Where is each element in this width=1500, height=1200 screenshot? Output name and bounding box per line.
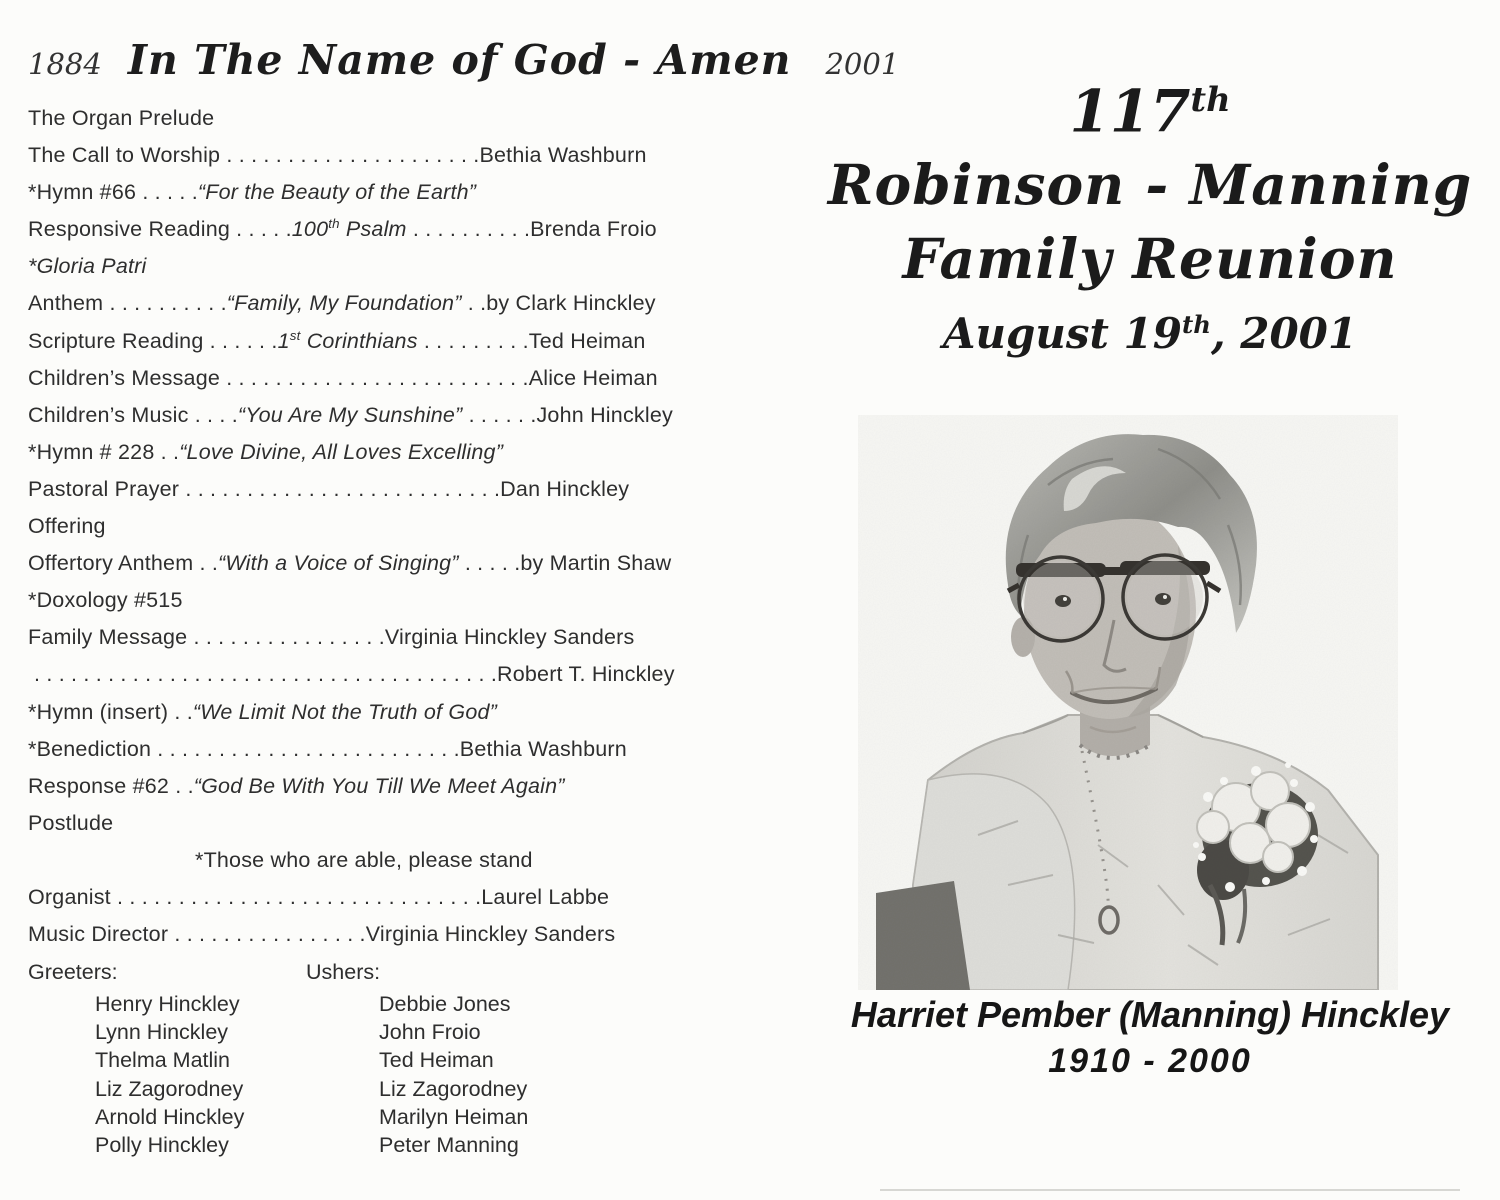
- cover-page: [790, 0, 1500, 1200]
- person-name: Liz Zagorodney: [379, 1076, 528, 1101]
- program-line: *Benediction . . . . . . . . . . . . . . . . . . . . . . . . .Bethia Washburn: [28, 736, 627, 761]
- person-name: Polly Hinckley: [95, 1133, 229, 1158]
- program-line: Scripture Reading . . . . . .1st Corinthians . . . . . . . . .Ted Heiman: [28, 327, 646, 353]
- program-line: Family Message . . . . . . . . . . . . . . . .Virginia Hinckley Sanders: [28, 625, 635, 650]
- program-line: Children’s Music . . . .“You Are My Sunshine” . . . . . .John Hinckley: [28, 402, 673, 427]
- reunion-label: Family Reunion: [902, 226, 1398, 292]
- portrait-photo: [858, 415, 1398, 990]
- person-name: Thelma Matlin: [95, 1048, 231, 1073]
- ushers-label: Ushers:: [306, 960, 381, 984]
- person-name: John Froio: [379, 1020, 481, 1045]
- program-line: Anthem . . . . . . . . . .“Family, My Foundation” . .by Clark Hinckley: [28, 291, 656, 316]
- program-line: *Doxology #515: [28, 588, 183, 613]
- ushers-name-list: [306, 990, 528, 1159]
- person-name: Peter Manning: [379, 1133, 519, 1158]
- program-line: Organist . . . . . . . . . . . . . . . . . . . . . . . . . . . . . .Laurel Labbe: [28, 884, 610, 909]
- program-list: [28, 106, 738, 959]
- family-names: Robinson - Manning: [827, 152, 1473, 218]
- program-line: Children’s Message . . . . . . . . . . . . . . . . . . . . . . . . .Alice Heiman: [28, 365, 658, 390]
- reunion-date: August 19th, 2001: [942, 309, 1358, 359]
- program-line: *Hymn (insert) . .“We Limit Not the Truth of God”: [28, 699, 497, 724]
- program-line: Response #62 . .“God Be With You Till We Meet Again”: [28, 773, 565, 798]
- program-line: Postlude: [28, 810, 114, 835]
- person-name: Arnold Hinckley: [95, 1104, 245, 1129]
- program-line: Music Director . . . . . . . . . . . . . . . .Virginia Hinckley Sanders: [28, 922, 616, 947]
- program-line: Offering: [28, 514, 106, 539]
- person-name: Liz Zagorodney: [95, 1076, 244, 1101]
- program-line: *Gloria Patri: [28, 254, 147, 279]
- greeters-column: [28, 960, 306, 1159]
- program-line: Offertory Anthem . .“With a Voice of Singing” . . . . .by Martin Shaw: [28, 551, 672, 576]
- program-line: *Those who are able, please stand: [195, 847, 533, 872]
- program-line: . . . . . . . . . . . . . . . . . . . . . . . . . . . . . . . . . . . . . .Robert T. Hinckley: [34, 662, 675, 687]
- greeters-label: Greeters:: [28, 960, 118, 984]
- person-name: Debbie Jones: [379, 992, 511, 1016]
- greeters-ushers-section: [28, 960, 733, 1159]
- program-line: The Organ Prelude: [28, 106, 215, 130]
- cover-title: [790, 62, 1500, 363]
- year-founded: 1884: [28, 47, 102, 81]
- photo-caption: [790, 992, 1500, 1084]
- person-name: Marilyn Heiman: [379, 1104, 529, 1129]
- program-line: Pastoral Prayer . . . . . . . . . . . . . . . . . . . . . . . . . .Dan Hinckley: [28, 476, 630, 501]
- subject-name: Harriet Pember (Manning) Hinckley: [850, 994, 1450, 1035]
- ushers-column: [306, 960, 528, 1159]
- subject-years: 1910 - 2000: [1048, 1042, 1252, 1080]
- person-name: Ted Heiman: [379, 1048, 494, 1073]
- year-current: 2001: [825, 47, 900, 81]
- person-name: Henry Hinckley: [95, 992, 240, 1016]
- program-line: Responsive Reading . . . . .100th Psalm . . . . . . . . . .Brenda Froio: [28, 216, 657, 242]
- left-page-header: [28, 36, 900, 84]
- greeters-name-list: [28, 990, 306, 1159]
- person-name: Lynn Hinckley: [95, 1020, 229, 1045]
- page-title: In The Name of God - Amen: [127, 36, 792, 84]
- reunion-number: 117th: [1069, 77, 1231, 146]
- program-line: The Call to Worship . . . . . . . . . . . . . . . . . . . . .Bethia Washburn: [28, 143, 647, 168]
- scan-edge-line: [880, 1189, 1460, 1191]
- program-line: *Hymn # 228 . .“Love Divine, All Loves Excelling”: [28, 439, 504, 464]
- ear: [1011, 617, 1035, 657]
- dark-sleeve: [876, 881, 970, 990]
- program-line: *Hymn #66 . . . . .“For the Beauty of the Earth”: [28, 180, 477, 205]
